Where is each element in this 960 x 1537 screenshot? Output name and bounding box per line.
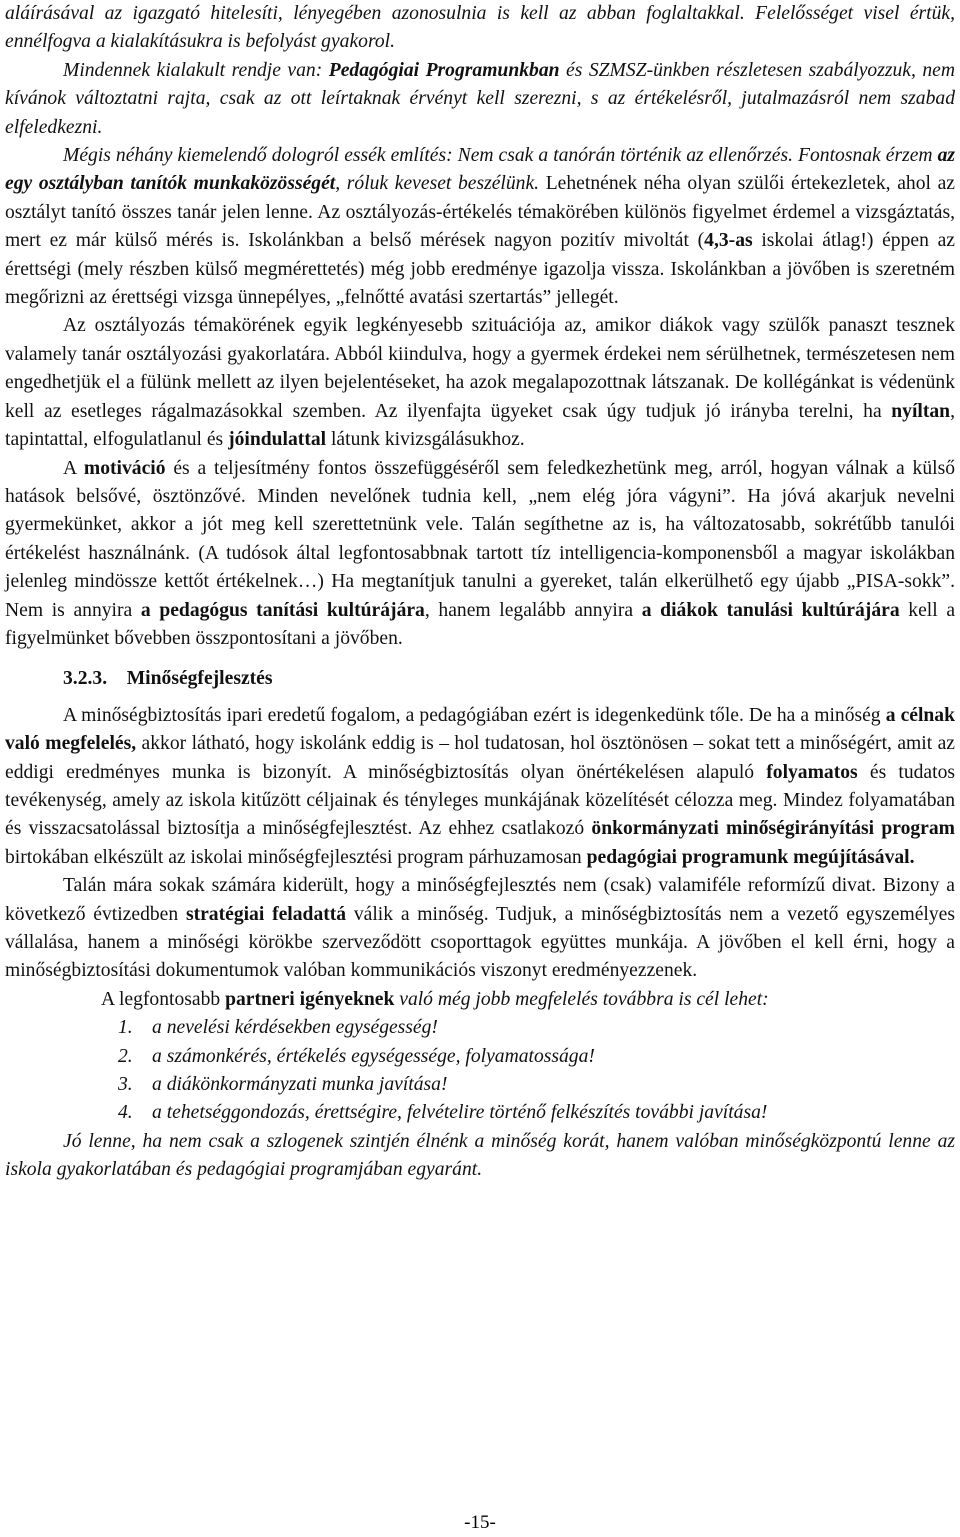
text-run: partneri igényeknek <box>225 988 395 1010</box>
section-title: Minőségfejlesztés <box>126 668 273 690</box>
text-run: nyíltan <box>891 400 951 422</box>
text-run: látunk kivizsgálásukhoz. <box>326 429 525 451</box>
text-run: Az osztályozás témakörének egyik legkényesebb szituációja az, amikor diákok vagy szülők panaszt tesznek valamely tanár osztályozási gyakorlatára. Abból kiindulva, hogy a gyermek érdekei nem sérülhetnek, természetesen nem engedhetjük el a fülünk mellett az ilyen bejelentéseket, ha azok megalapozottnak látszanak. De kollégánkat is védenünk kell az esetleges rágalmazásokkal szemben. Az ilyenfajta ügyeket csak úgy tudjuk jó irányba terelni, ha <box>5 315 955 422</box>
list-item: 1. a nevelési kérdésekben egységesség! <box>118 1017 438 1039</box>
text-run: válik a minőség. Tudjuk, a minőségbiztosítás nem a vezető egyszemélyes vállalása, hanem a minőségi körökbe szerveződött csoporttagok együttes munkája. A jövőben el kell érni, hogy a minőségbiztosítási dokumentumok valóban kommunikációs viszonyt eredményezzenek. <box>5 903 955 982</box>
text-run: és SZMSZ-ünkben részletesen szabályozzuk, nem kívánok változtatni rajta, csak az ott leírtaknak érvényt kell szerezni, s az értékelésről, jutalmazásról nem szabad elfeledkezni. <box>5 59 956 138</box>
text-run: Lehetnének néha olyan szülői értekezletek, ahol az osztályt tanító összes tanár jelen lenne. Az osztályozás-értékelés témakörében különös figyelmet érdemel a vizsgáztatás, mert ez már külső mérés is. Iskolánkban a belső mérések nagyon pozitív mivoltát ( <box>5 173 955 252</box>
text-run: Mégis néhány kiemelendő dologról essék említés: Nem csak a tanórán történik az ellenőrzés. Fontosnak érzem <box>63 145 938 167</box>
text-run: motiváció <box>83 457 166 479</box>
text-run: 4,3-as <box>704 230 753 252</box>
paragraph-conclusion <box>5 1128 955 1185</box>
paragraph-quality-assurance <box>5 702 955 872</box>
text-run: folyamatos <box>766 761 858 783</box>
text-run: a pedagógus tanítási kultúrájára <box>140 599 425 621</box>
text-run: stratégiai feladattá <box>185 903 347 925</box>
text-run: kell a figyelmünket bővebben összpontosítani a jövőben. <box>5 599 956 649</box>
text-run: való még jobb megfelelés továbbra is cél lehet: <box>394 988 769 1010</box>
page-number: -15- <box>464 1512 496 1533</box>
text-run: akkor látható, hogy iskolánk eddig is – hol tudatosan, hol ösztönösen – sokat tett a minőségért, amit az eddigi eredményes munka is bizonyít. A minőségbiztosítás olyan önértékelésen alapuló <box>5 733 956 783</box>
text-run: A legfontosabb <box>101 988 226 1010</box>
list-item: 4. a tehetséggondozás, érettségire, felvételire történő felkészítés további javítása! <box>118 1102 768 1124</box>
text-run: aláírásával az igazgató hitelesíti, lényegében azonosulnia is kell az abban foglaltakkal. Felelősséget visel értük, ennélfogva a kialakításukra is befolyást gyakorol. <box>5 3 955 53</box>
text-run: önkormányzati minőségirányítási program <box>591 818 956 840</box>
text-run: a diákok tanulási kultúrájára <box>641 599 900 621</box>
text-run: A <box>63 457 84 479</box>
goals-list <box>5 1014 955 1128</box>
text-run: Talán mára sokak számára kiderült, hogy a minőségfejlesztés nem (csak) valamiféle reformízű divat. Bizony a következő évtizedben <box>5 875 955 925</box>
text-run: pedagógiai programunk megújításával. <box>586 846 915 868</box>
document-page <box>5 0 955 1185</box>
list-item: 2. a számonkérés, értékelés egységessége, folyamatossága! <box>118 1045 595 1067</box>
text-run: , tapintattal, elfogulatlanul és <box>5 400 955 451</box>
text-run: és a teljesítmény fontos összefüggéséről sem feledkezhetünk meg, arról, hogyan válnak a külső hatások belsővé, ösztönzővé. Minden nevelőnek tudnia kell, „nem elég jóra vágyni”. Ha jóvá akarjuk nevelni gyermekünket, akkor a jót meg kell szerettetnünk vele. Talán segíthetne az is, ha változatosabb, sokrétűbb tanulói értékelést használnánk. (A tudósok által legfontosabbnak tartott tíz intelligencia-komponensből a magyar iskolákban jelenleg mindössze kettőt értékelnek…) Ha megtanítjuk tanulni a gyereket, talán elkerülhető egy újabb „PISA-sokk”. Nem is annyira <box>5 457 956 621</box>
section-heading <box>5 665 955 693</box>
paragraph-evaluation <box>5 142 955 312</box>
section-number: 3.2.3. <box>63 668 108 690</box>
text-run: Pedagógiai Programunkban <box>328 59 560 81</box>
text-run: az egy osztályban tanítók munkaközösségét <box>5 145 955 195</box>
text-run: A minőségbiztosítás ipari eredetű fogalom, a pedagógiában ezért is idegenkedünk tőle. De ha a minőség <box>63 704 886 726</box>
paragraph-quality-strategy <box>5 872 955 986</box>
text-run: , róluk keveset beszélünk. <box>335 173 546 195</box>
text-run: Mindennek kialakult rendje van: <box>63 59 329 81</box>
text-run: és tudatos tevékenység, amely az iskola kitűzött céljainak és tényleges munkájának közelítését célozza meg. Mindez folyamatában és visszacsatolással biztosítja a minőségfejlesztést. Az ehhez csatlakozó <box>5 761 955 840</box>
paragraph-program-rules <box>5 57 955 142</box>
list-item: 3. a diákönkormányzati munka javítása! <box>118 1074 448 1096</box>
text-run: , hanem legalább annyira <box>424 599 642 621</box>
text-run: iskolai átlag!) éppen az érettségi (mely részben külső megmérettetés) még jobb eredménye igazolja vissza. Iskolánkban a jövőben is szeretném megőrizni az érettségi vizsga ünnepélyes, „felnőtté avatási szertartás” jellegét. <box>5 230 955 309</box>
paragraph-partner-needs <box>5 986 955 1014</box>
text-run: Jó lenne, ha nem csak a szlogenek szintjén élnénk a minőség korát, hanem valóban minőségközpontú lenne az iskola gyakorlatában és pedagógiai programjában egyaránt. <box>5 1130 955 1181</box>
paragraph-grading-complaints <box>5 312 955 454</box>
paragraph-motivation <box>5 455 955 654</box>
text-run: a célnak való megfelelés, <box>5 704 955 755</box>
text-run: jóindulattal <box>228 429 327 451</box>
paragraph-intro-end <box>5 0 955 57</box>
text-run: birtokában elkészült az iskolai minőségfejlesztési program párhuzamosan <box>5 846 587 868</box>
